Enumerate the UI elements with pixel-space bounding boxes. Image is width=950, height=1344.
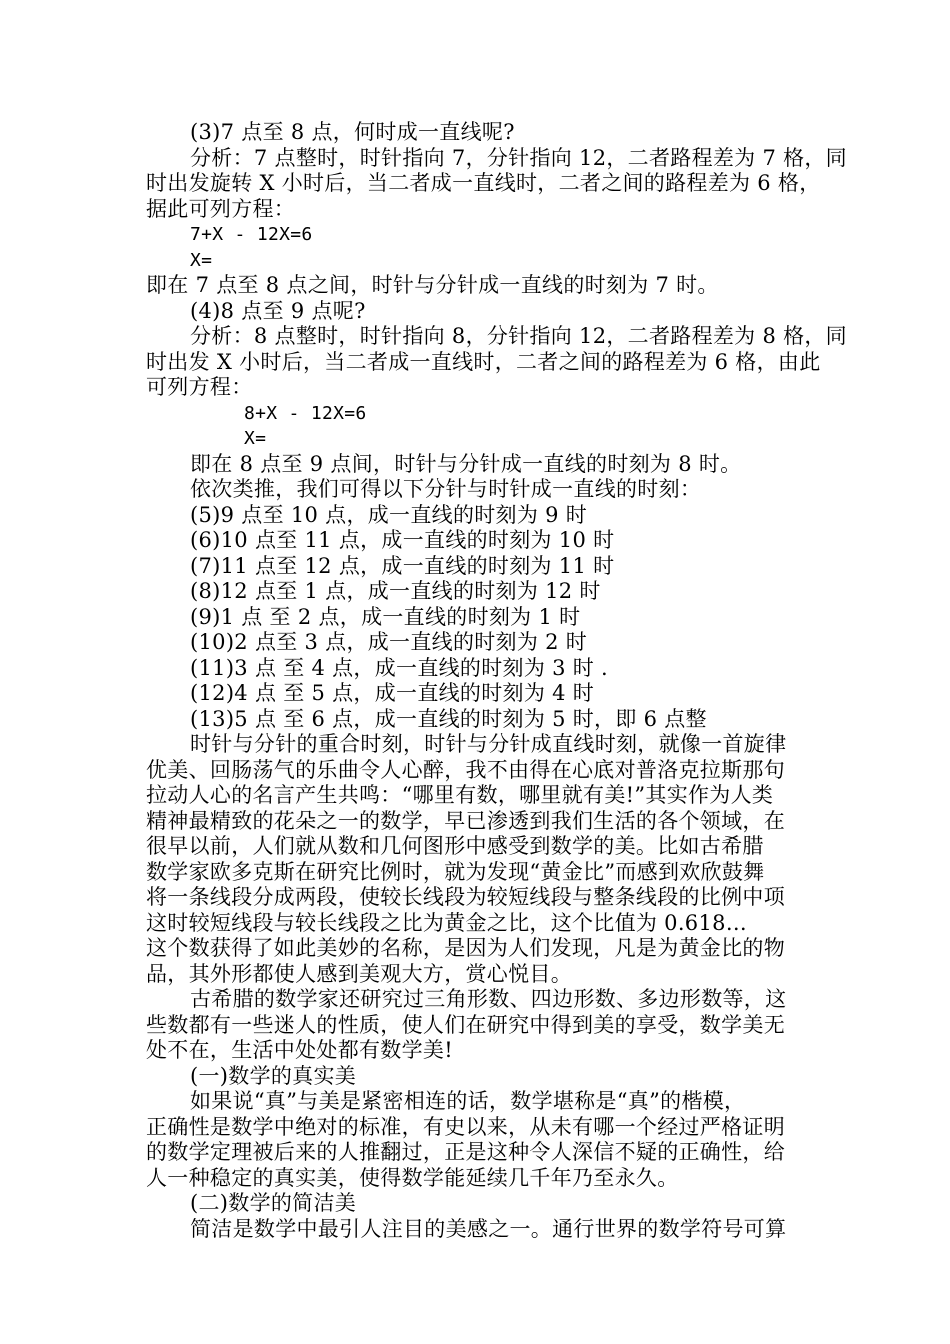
text-line: X= [244,428,267,449]
text-line: (10)2 点至 3 点，成一直线的时刻为 2 时 [190,630,588,654]
text-line: 精神最精致的花朵之一的数学，早已渗透到我们生活的各个领域，在 [146,808,785,833]
text-line: 7+X - 12X=6 [190,224,313,245]
text-line: 可列方程： [146,375,253,399]
text-line: (4)8 点至 9 点呢? [190,298,366,323]
document-page [146,120,847,1242]
text-line: 古希腊的数学家还研究过三角形数、四边形数、多边形数等，这 [190,987,787,1011]
text-line: 分析：7 点整时，时针指向 7，分针指向 12，二者路程差为 7 格，同 [190,145,847,170]
text-line: (12)4 点 至 5 点，成一直线的时刻为 4 时 [190,681,595,705]
text-line: 优美、回肠荡气的乐曲令人心醉，我不由得在心底对普洛克拉斯那句 [146,757,785,782]
text-line: 些数都有一些迷人的性质，使人们在研究中得到美的享受，数学美无 [146,1012,785,1037]
text-line: 拉动人心的名言产生共鸣：“哪里有数，哪里就有美!”其实作为人类 [146,783,774,807]
text-line: (6)10 点至 11 点，成一直线的时刻为 10 时 [190,528,615,552]
text-line: (7)11 点至 12 点，成一直线的时刻为 11 时 [190,553,615,578]
text-line: 如果说“真”与美是紧密相连的话，数学堪称是“真”的楷模， [190,1089,746,1113]
text-line: 这时较短线段与较长线段之比为黄金之比，这个比值为 0.618… [146,910,748,935]
text-line: 时针与分针的重合时刻，时针与分针成直线时刻，就像一首旋律 [190,732,787,756]
text-line: 据此可列方程： [146,196,296,221]
text-line: 正确性是数学中绝对的标准，有史以来，从未有哪一个经过严格证明 [146,1114,785,1139]
text-line: 分析：8 点整时，时针指向 8，分针指向 12，二者路程差为 8 格，同 [190,324,847,348]
text-line: 简洁是数学中最引人注目的美感之一。通行世界的数学符号可算 [190,1216,787,1241]
text-line: 这个数获得了如此美妙的名称，是因为人们发现，凡是为黄金比的物 [146,936,785,960]
text-line: 品，其外形都使人感到美观大方，赏心悦目。 [146,961,572,986]
text-line: (13)5 点 至 6 点，成一直线的时刻为 5 时，即 6 点整 [190,706,707,731]
text-line: (11)3 点 至 4 点，成一直线的时刻为 3 时 . [190,655,608,680]
text-line: 人一种稳定的真实美，使得数学能延续几千年乃至永久。 [146,1165,679,1190]
text-line: (5)9 点至 10 点，成一直线的时刻为 9 时 [190,502,588,527]
text-line: 数学家欧多克斯在研究比例时，就为发现“黄金比”而感到欢欣鼓舞 [146,859,765,884]
text-line: (一)数学的真实美 [190,1063,357,1088]
text-line: 时出发旋转 X 小时后，当二者成一直线时，二者之间的路程差为 6 格， [146,171,821,195]
text-line: (8)12 点至 1 点，成一直线的时刻为 12 时 [190,579,601,603]
text-line: 将一条线段分成两段，使较长线段为较短线段与整条线段的比例中项 [146,885,785,909]
text-line: 即在 8 点至 9 点间，时针与分针成一直线的时刻为 8 时。 [190,451,742,476]
text-line: (3)7 点至 8 点，何时成一直线呢? [190,120,515,144]
text-line: (二)数学的简洁美 [190,1191,357,1215]
text-line: 的数学定理被后来的人推翻过，正是这种令人深信不疑的正确性，给 [146,1140,785,1164]
text-line: 依次类推，我们可得以下分针与时针成一直线的时刻： [190,477,702,501]
text-line: (9)1 点 至 2 点，成一直线的时刻为 1 时 [190,604,581,629]
text-line: 很早以前，人们就从数和几何图形中感受到数学的美。比如古希腊 [146,834,764,858]
text-line: 8+X - 12X=6 [244,402,367,424]
text-line: 时出发 X 小时后，当二者成一直线时，二者之间的路程差为 6 格，由此 [146,349,821,374]
text-line: X= [190,249,213,271]
text-line: 处不在，生活中处处都有数学美! [146,1038,453,1062]
text-line: 即在 7 点至 8 点之间，时针与分针成一直线的时刻为 7 时。 [146,273,719,297]
